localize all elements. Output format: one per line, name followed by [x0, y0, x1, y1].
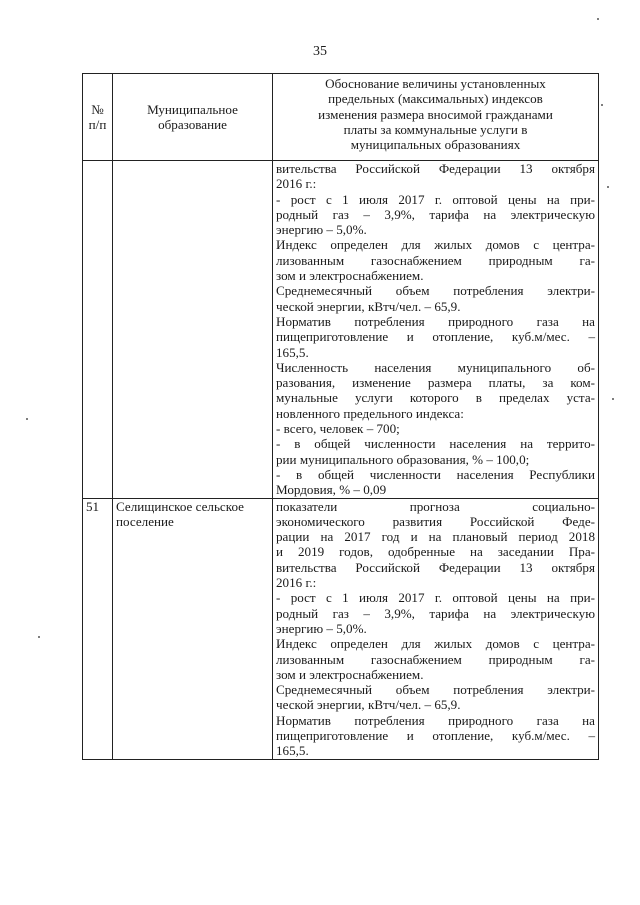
page-number: 35 [313, 44, 327, 59]
justification-line: рации на 2017 год и на плановый период 2018 [276, 529, 595, 545]
justification-line: экономического развития Российской Феде- [276, 513, 595, 529]
justification-line: - рост с 1 июля 2017 г. оптовой цены на при- [276, 191, 595, 207]
header-number [83, 74, 113, 161]
justification-line: - всего, человек – 700; [276, 421, 400, 437]
justification-line: - рост с 1 июля 2017 г. оптовой цены на при- [276, 590, 595, 606]
justification-line: показатели прогноза социально- [276, 498, 595, 514]
justification-line: 2016 г.: [276, 575, 317, 591]
header-number-line: № [91, 101, 104, 117]
scan-speck [597, 18, 599, 20]
justification-line: пищеприготовление и отопление, куб.м/мес. – [276, 329, 595, 345]
justification-line: лизованным газоснабжением природным га- [276, 651, 595, 667]
justification-line: 165,5. [276, 344, 309, 360]
justification-line: родный газ – 3,9%, тарифа на электрическую [276, 206, 595, 222]
justification-line: - в общей численности населения Республики [276, 466, 595, 482]
row-number [83, 161, 113, 499]
header-justification-line: изменения размера вносимой гражданами [318, 106, 553, 122]
justification-line: - в общей численности населения на террито- [276, 436, 595, 452]
justification-line: новленного предельного индекса: [276, 405, 464, 421]
justification-line: Индекс определен для жилых домов с центра- [276, 636, 595, 652]
justification-line: родный газ – 3,9%, тарифа на электрическую [276, 605, 595, 621]
justification-line: вительства Российской Федерации 13 октября [276, 559, 595, 575]
justification-line: вительства Российской Федерации 13 октября [276, 161, 595, 176]
justification-line: Норматив потребления природного газа на [276, 313, 595, 329]
justification-line: лизованным газоснабжением природным га- [276, 252, 595, 268]
justification-line: Среднемесячный объем потребления электри- [276, 682, 595, 698]
justification-line: зом и электроснабжением. [276, 666, 424, 682]
scan-speck [607, 186, 609, 188]
table-row [83, 161, 599, 499]
municipality-line: поселение [116, 513, 174, 529]
header-municipality-line: Муниципальное [147, 101, 238, 117]
justification-line: Норматив потребления природного газа на [276, 712, 595, 728]
justification-line: Индекс определен для жилых домов с центра- [276, 237, 595, 253]
justification-line: энергию – 5,0%. [276, 620, 367, 636]
row-municipality [113, 161, 273, 499]
justification-line: 2016 г.: [276, 176, 317, 192]
table-row [83, 498, 599, 759]
municipality-line: Селищинское сельское [116, 498, 244, 514]
header-justification-line: Обоснование величины установленных [325, 76, 546, 91]
scan-speck [612, 398, 614, 400]
justification-line: мунальные услуги которого в пределах уста- [276, 390, 595, 406]
row-justification [273, 498, 599, 759]
row-number: 51 [83, 498, 113, 759]
header-justification-line: предельных (максимальных) индексов [328, 91, 543, 107]
scan-speck [601, 104, 603, 106]
justification-line: Среднемесячный объем потребления электри- [276, 283, 595, 299]
justification-line: Мордовия, % – 0,09 [276, 482, 387, 498]
row-justification [273, 161, 599, 499]
justification-line: разования, изменение размера платы, за ком- [276, 375, 595, 391]
header-number-line: п/п [88, 117, 107, 132]
header-justification-line: платы за коммунальные услуги в [343, 121, 528, 137]
justification-line: Численность населения муниципального об- [276, 359, 595, 375]
justification-line: энергию – 5,0%. [276, 222, 367, 238]
justification-line: и 2019 годов, одобренные на заседании Пра- [276, 544, 595, 560]
table-header-row [83, 74, 599, 161]
scan-speck [26, 418, 28, 420]
tariff-index-table [82, 73, 599, 760]
header-municipality [113, 74, 273, 161]
header-municipality-line: образование [158, 117, 227, 132]
justification-line: ческой энергии, кВтч/чел. – 65,9. [276, 298, 461, 314]
justification-line: 165,5. [276, 743, 309, 759]
header-justification [273, 74, 599, 161]
justification-line: пищеприготовление и отопление, куб.м/мес. – [276, 727, 595, 743]
scan-speck [38, 636, 40, 638]
row-municipality [113, 498, 273, 759]
justification-line: рии муниципального образования, % – 100,0; [276, 451, 530, 467]
justification-line: зом и электроснабжением. [276, 268, 424, 284]
justification-line: ческой энергии, кВтч/чел. – 65,9. [276, 697, 461, 713]
header-justification-line: муниципальных образованиях [350, 137, 521, 153]
